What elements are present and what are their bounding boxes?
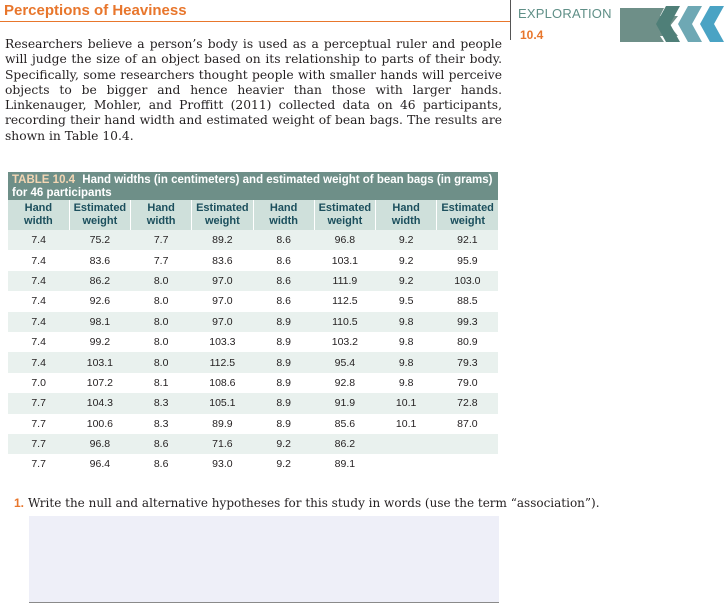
table-cell: 8.0 xyxy=(131,312,192,332)
table-cell: 7.4 xyxy=(8,352,69,372)
table-body xyxy=(8,230,498,475)
table-cell: 7.7 xyxy=(131,250,192,270)
table-row xyxy=(8,414,498,434)
table-cell: 9.8 xyxy=(376,373,437,393)
table-cell: 8.6 xyxy=(253,271,314,291)
table-caption-text: Hand widths (in centimeters) and estimated weight of bean bags (in grams) for 46 participants xyxy=(12,174,493,199)
table-header-cell xyxy=(69,200,130,230)
table-header-text: Estimated xyxy=(73,202,127,214)
answer-line xyxy=(29,602,499,603)
table-row xyxy=(8,393,498,413)
table-cell: 7.4 xyxy=(8,230,69,250)
table-row xyxy=(8,352,498,372)
table-cell: 112.5 xyxy=(192,352,253,372)
table-cell: 97.0 xyxy=(192,312,253,332)
table-cell: 8.6 xyxy=(131,434,192,454)
table-cell: 9.2 xyxy=(376,250,437,270)
table-cell: 7.7 xyxy=(131,230,192,250)
table-cell: 7.7 xyxy=(8,434,69,454)
table-header-cell xyxy=(253,200,314,230)
table-row xyxy=(8,230,498,250)
table-row xyxy=(8,332,498,352)
table-header-text: weight xyxy=(204,215,240,227)
table-cell: 7.7 xyxy=(8,454,69,474)
table-cell: 9.2 xyxy=(253,454,314,474)
data-table-container xyxy=(8,172,498,475)
table-cell: 103.1 xyxy=(314,250,375,270)
table-cell: 79.3 xyxy=(437,352,498,372)
table-header-text: width xyxy=(391,215,421,227)
exploration-label: EXPLORATION xyxy=(518,6,612,21)
table-header-cell xyxy=(437,200,498,230)
table-cell: 9.2 xyxy=(376,271,437,291)
table-cell: 103.1 xyxy=(69,352,130,372)
table-cell: 8.3 xyxy=(131,393,192,413)
table-cell: 85.6 xyxy=(314,414,375,434)
table-cell: 9.8 xyxy=(376,352,437,372)
table-cell: 100.6 xyxy=(69,414,130,434)
table-cell: 99.3 xyxy=(437,312,498,332)
table-cell: 8.9 xyxy=(253,352,314,372)
table-row xyxy=(8,373,498,393)
table-cell: 9.8 xyxy=(376,312,437,332)
table-cell: 89.1 xyxy=(314,454,375,474)
table-cell: 8.9 xyxy=(253,393,314,413)
table-cell: 8.9 xyxy=(253,332,314,352)
table-caption xyxy=(8,172,498,200)
table-cell: 8.6 xyxy=(131,454,192,474)
table-cell: 107.2 xyxy=(69,373,130,393)
table-cell: 111.9 xyxy=(314,271,375,291)
table-cell: 103.3 xyxy=(192,332,253,352)
table-header-text: weight xyxy=(450,215,486,227)
table-header-text: width xyxy=(24,215,53,227)
table-header-row xyxy=(8,200,498,230)
table-cell: 83.6 xyxy=(69,250,130,270)
table-cell: 98.1 xyxy=(69,312,130,332)
table-cell: 92.8 xyxy=(314,373,375,393)
table-header-text: Hand xyxy=(269,202,298,214)
table-cell: 8.0 xyxy=(131,271,192,291)
page-title: Perceptions of Heaviness xyxy=(4,2,187,19)
table-cell xyxy=(437,454,498,474)
table-cell: 86.2 xyxy=(314,434,375,454)
table-cell: 8.0 xyxy=(131,291,192,311)
table-cell: 105.1 xyxy=(192,393,253,413)
table-header-cell xyxy=(314,200,375,230)
table-cell: 75.2 xyxy=(69,230,130,250)
table-cell: 7.0 xyxy=(8,373,69,393)
table-cell: 95.9 xyxy=(437,250,498,270)
table-cell: 110.5 xyxy=(314,312,375,332)
table-cell: 86.2 xyxy=(69,271,130,291)
header-divider xyxy=(510,0,511,40)
table-cell: 92.6 xyxy=(69,291,130,311)
table-row xyxy=(8,291,498,311)
table-header-cell xyxy=(8,200,69,230)
table-header-text: Estimated xyxy=(318,202,372,214)
table-cell: 99.2 xyxy=(69,332,130,352)
table-row xyxy=(8,271,498,291)
table-cell: 93.0 xyxy=(192,454,253,474)
table-cell: 103.0 xyxy=(437,271,498,291)
table-row xyxy=(8,434,498,454)
table-cell: 83.6 xyxy=(192,250,253,270)
chevron-banner-icon xyxy=(620,2,724,44)
table-cell: 8.9 xyxy=(253,312,314,332)
table-row xyxy=(8,250,498,270)
table-cell: 8.0 xyxy=(131,352,192,372)
table-header-cell xyxy=(192,200,253,230)
table-header-cell xyxy=(131,200,192,230)
table-header-text: width xyxy=(146,215,176,227)
table-cell: 97.0 xyxy=(192,271,253,291)
table-cell: 10.1 xyxy=(376,393,437,413)
table-cell: 7.4 xyxy=(8,271,69,291)
title-underline xyxy=(0,21,510,22)
table-cell: 96.8 xyxy=(314,230,375,250)
table-cell: 7.4 xyxy=(8,312,69,332)
table-header-text: Hand xyxy=(392,202,420,214)
table-cell: 7.4 xyxy=(8,291,69,311)
table-cell: 9.2 xyxy=(253,434,314,454)
table-cell: 88.5 xyxy=(437,291,498,311)
table-cell: 7.7 xyxy=(8,393,69,413)
table-header-cell xyxy=(376,200,437,230)
table-cell: 9.8 xyxy=(376,332,437,352)
table-row xyxy=(8,454,498,474)
data-table xyxy=(8,200,498,475)
table-cell: 8.9 xyxy=(253,414,314,434)
table-cell: 72.8 xyxy=(437,393,498,413)
table-cell: 8.6 xyxy=(253,250,314,270)
table-cell: 8.6 xyxy=(253,230,314,250)
table-header-text: width xyxy=(269,215,298,227)
table-cell: 89.2 xyxy=(192,230,253,250)
table-header-text: Estimated xyxy=(441,202,494,214)
table-cell: 112.5 xyxy=(314,291,375,311)
table-cell: 104.3 xyxy=(69,393,130,413)
table-cell: 7.7 xyxy=(8,414,69,434)
table-cell: 89.9 xyxy=(192,414,253,434)
table-cell: 8.6 xyxy=(253,291,314,311)
table-header-text: weight xyxy=(82,215,118,227)
table-cell: 71.6 xyxy=(192,434,253,454)
table-header-text: Hand xyxy=(147,202,175,214)
table-cell: 96.4 xyxy=(69,454,130,474)
exploration-number: 10.4 xyxy=(520,28,544,42)
table-cell: 10.1 xyxy=(376,414,437,434)
table-cell: 97.0 xyxy=(192,291,253,311)
table-cell: 96.8 xyxy=(69,434,130,454)
table-cell: 91.9 xyxy=(314,393,375,413)
question-1 xyxy=(14,496,600,510)
table-cell: 92.1 xyxy=(437,230,498,250)
question-text: Write the null and alternative hypotheses for this study in words (use the term “association”). xyxy=(28,496,600,510)
table-cell: 8.1 xyxy=(131,373,192,393)
table-cell: 9.2 xyxy=(376,230,437,250)
table-header-text: weight xyxy=(327,215,363,227)
table-cell: 80.9 xyxy=(437,332,498,352)
table-cell: 79.0 xyxy=(437,373,498,393)
table-cell: 7.4 xyxy=(8,250,69,270)
table-cell xyxy=(437,434,498,454)
table-cell: 9.5 xyxy=(376,291,437,311)
question-number: 1. xyxy=(14,496,25,510)
table-cell xyxy=(376,454,437,474)
table-cell: 95.4 xyxy=(314,352,375,372)
table-cell: 108.6 xyxy=(192,373,253,393)
table-cell: 8.0 xyxy=(131,332,192,352)
table-row xyxy=(8,312,498,332)
table-cell: 8.9 xyxy=(253,373,314,393)
table-cell: 103.2 xyxy=(314,332,375,352)
table-header-text: Estimated xyxy=(196,202,249,214)
table-header-text: Hand xyxy=(24,202,53,214)
table-cell xyxy=(376,434,437,454)
table-label: TABLE 10.4 xyxy=(12,174,76,186)
intro-paragraph: Researchers believe a person’s body is used as a perceptual ruler and people will judge the size of an object based on its relationship to parts of their body. Specifically, some researchers thought people with smaller hands will perceive objects to be bigger and hence heavier than those with larger hands. Linkenauger, Mohler, and Proffitt (2011) collected data on 46 participants, recording their hand width and estimated weight of bean bags. The results are shown in Table 10.4. xyxy=(5,37,502,143)
table-cell: 87.0 xyxy=(437,414,498,434)
table-cell: 7.4 xyxy=(8,332,69,352)
table-cell: 8.3 xyxy=(131,414,192,434)
answer-box[interactable] xyxy=(29,516,499,602)
